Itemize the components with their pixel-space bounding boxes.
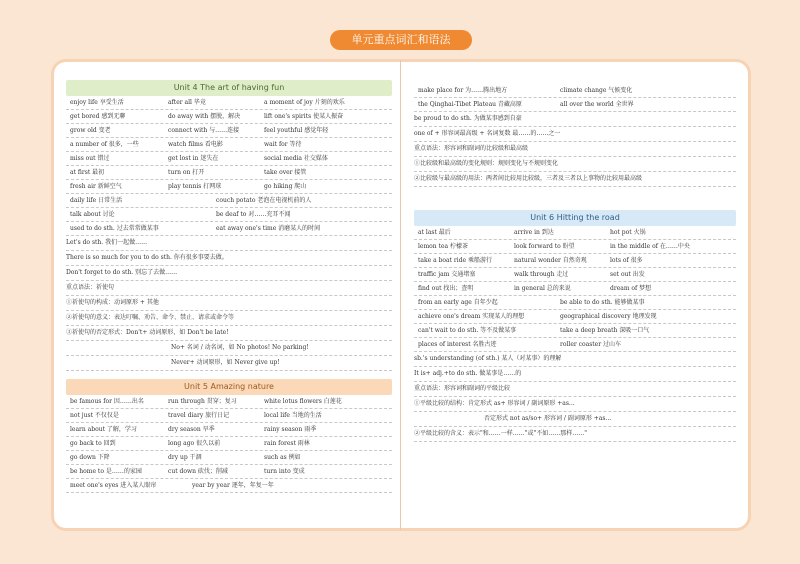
vocab-row [66, 138, 392, 152]
vocab-item: rainy season 雨季 [264, 426, 317, 433]
vocab-item: talk about 讨论 [70, 211, 115, 218]
vocab-item: the Qinghai-Tibet Plateau 青藏高原 [418, 101, 522, 108]
vocab-item: go down 下降 [70, 454, 110, 461]
vocab-item: make place for 为……腾出地方 [418, 87, 508, 94]
vocab-item: miss out 错过 [70, 155, 110, 162]
vocab-item: fresh air 新鲜空气 [70, 183, 122, 190]
vocab-item: lift one's spirits 使某人振奋 [264, 113, 344, 120]
vocab-item: do away with 摆脱，解决 [168, 113, 241, 120]
note-line: ②平级比较的含义：表示"和……一样……"或"不如……那样……" [414, 427, 736, 442]
vocab-item: feel youthful 感觉年轻 [264, 127, 329, 134]
vocab-item: white lotus flowers 白莲花 [264, 398, 342, 405]
vocab-item: find out 找出；查明 [418, 285, 474, 292]
vocab-item: at first 最初 [70, 169, 105, 176]
note-line: There is so much for you to do sth. 你有很多事要去做。 [66, 251, 392, 266]
vocab-item: rain forest 雨林 [264, 440, 310, 447]
vocab-item: after all 毕竟 [168, 99, 206, 106]
vocab-item: run through 贯穿；复习 [168, 398, 237, 405]
vocab-item: places of interest 名胜古迹 [418, 341, 497, 348]
vocab-row [66, 423, 392, 437]
vocab-row [66, 180, 392, 194]
vocab-item: be deaf to 对……充耳不闻 [216, 211, 291, 218]
vocab-item: can't wait to do sth. 等不及做某事 [418, 327, 517, 334]
vocab-item: enjoy life 享受生活 [70, 99, 124, 106]
vocab-item: play tennis 打网球 [168, 183, 222, 190]
vocab-item: traffic jam 交通堵塞 [418, 271, 476, 278]
vocab-item: dry up 干涸 [168, 454, 202, 461]
vocab-item: dream of 梦想 [610, 285, 652, 292]
vocab-item: arrive in 到达 [514, 229, 554, 236]
vocab-row [414, 226, 736, 240]
vocab-item: year by year 逐年，年复一年 [192, 482, 274, 489]
vocab-row [414, 84, 736, 98]
unit4-header: Unit 4 The art of having fun [66, 80, 392, 96]
vocab-row [66, 222, 392, 236]
vocab-row [414, 282, 736, 296]
vocab-item: be able to do sth. 能够做某事 [560, 299, 645, 306]
vocab-item: be famous for 因……出名 [70, 398, 144, 405]
vocab-row [414, 296, 736, 310]
note-line: ②祈使句的意义：表达叮嘱、劝告、命令、禁止、请求或命令等 [66, 311, 392, 326]
vocab-item: eat away one's time 消磨某人的时间 [216, 225, 321, 232]
vocab-item: couch potato 老泡在电视机前的人 [216, 197, 312, 204]
note-line: one of + 形容词最高级 + 名词复数 最……的……之一 [414, 127, 736, 142]
note-line: ①平级比较的结构：肯定形式 as+ 形容词 / 副词原形 +as... [414, 397, 736, 412]
vocab-item: go back to 回到 [70, 440, 116, 447]
note-line: 重点语法：形容词和副词的平级比较 [414, 382, 736, 397]
vocab-item: in the middle of 在……中央 [610, 243, 690, 250]
vocab-item: connect with 与……连接 [168, 127, 240, 134]
vocab-item: be home to 是……的家园 [70, 468, 142, 475]
note-line: No+ 名词 / 动名词，如 No photos! No parking! [66, 341, 392, 356]
vocab-item: daily life 日常生活 [70, 197, 123, 204]
vocab-item: long ago 很久以前 [168, 440, 221, 447]
vocab-item: travel diary 旅行日记 [168, 412, 230, 419]
vocab-row [66, 96, 392, 110]
note-line: ①祈使句的构成：动词原形 + 其他 [66, 296, 392, 311]
note-line: ①比较级和最高级的变化规则：规则变化与不规则变化 [414, 157, 736, 172]
vocab-item: turn into 变成 [264, 468, 305, 475]
vocab-item: a number of 很多，一些 [70, 141, 139, 148]
vocab-item: take over 接管 [264, 169, 307, 176]
vocab-item: from an early age 自年少起 [418, 299, 498, 306]
unit5-header: Unit 5 Amazing nature [66, 379, 392, 395]
vocab-row [66, 395, 392, 409]
vocab-item: look forward to 盼望 [514, 243, 575, 250]
vocab-item: achieve one's dream 实现某人的理想 [418, 313, 525, 320]
vocab-row [66, 465, 392, 479]
vocab-item: not just 不仅仅是 [70, 412, 119, 419]
vocab-row [66, 208, 392, 222]
unit6-section [414, 210, 736, 442]
note-line: It is+ adj.+to do sth. 做某事是……的 [414, 367, 736, 382]
vocab-item: in general 总的来说 [514, 285, 571, 292]
section-title-badge: 单元重点词汇和语法 [330, 30, 472, 50]
vocab-row [66, 110, 392, 124]
vocab-item: set out 出发 [610, 271, 645, 278]
vocab-item: watch films 看电影 [168, 141, 223, 148]
vocab-item: get bored 感到无聊 [70, 113, 126, 120]
vocab-item: used to do sth. 过去常常做某事 [70, 225, 159, 232]
right-top-section [414, 84, 736, 187]
vocab-item: cut down 砍伐；削减 [168, 468, 228, 475]
vocab-item: lemon tea 柠檬茶 [418, 243, 468, 250]
vocab-item: such as 例如 [264, 454, 301, 461]
unit5-section [66, 379, 392, 493]
vocab-item: learn about 了解，学习 [70, 426, 137, 433]
vocab-item: local life 当地的生活 [264, 412, 322, 419]
note-line: ③祈使句的否定形式：Don't+ 动词原形，如 Don't be late! [66, 326, 392, 341]
vocab-item: take a deep breath 深吸一口气 [560, 327, 650, 334]
note-line: Don't forget to do sth. 别忘了去做…… [66, 266, 392, 281]
note-line: 否定形式 not as/so+ 形容词 / 副词原形 +as... [414, 412, 736, 427]
vocab-item: go hiking 爬山 [264, 183, 307, 190]
vocab-row [66, 451, 392, 465]
notebook [54, 62, 748, 528]
vocab-row [414, 310, 736, 324]
note-line: sb.'s understanding (of sth.) 某人（对某事）的理解 [414, 352, 736, 367]
vocab-row [414, 268, 736, 282]
vocab-item: climate change 气候变化 [560, 87, 633, 94]
vocab-item: at last 最后 [418, 229, 451, 236]
vocab-item: natural wonder 自然奇观 [514, 257, 587, 264]
vocab-row [66, 479, 392, 493]
vocab-row [414, 98, 736, 112]
book-spine [400, 60, 401, 530]
vocab-item: a moment of joy 片刻的欢乐 [264, 99, 345, 106]
note-line: 重点语法：形容词和副词的比较级和最高级 [414, 142, 736, 157]
vocab-row [414, 324, 736, 338]
unit4-section [66, 80, 392, 371]
note-line: ②比较级与最高级的用法：两者间比较用比较级，三者及三者以上事物的比较用最高级 [414, 172, 736, 187]
vocab-item: walk through 走过 [514, 271, 569, 278]
note-line: Never+ 动词原形，如 Never give up! [66, 356, 392, 371]
unit6-header: Unit 6 Hitting the road [414, 210, 736, 226]
vocab-row [66, 152, 392, 166]
note-line: be proud to do sth. 为做某事感到自豪 [414, 112, 736, 127]
vocab-row [414, 338, 736, 352]
vocab-item: wait for 等待 [264, 141, 302, 148]
vocab-row [414, 254, 736, 268]
note-line: 重点语法：祈使句 [66, 281, 392, 296]
vocab-row [66, 409, 392, 423]
vocab-item: grow old 变老 [70, 127, 111, 134]
vocab-item: all over the world 全世界 [560, 101, 634, 108]
vocab-row [66, 194, 392, 208]
vocab-item: meet one's eyes 进入某人眼帘 [70, 482, 157, 489]
vocab-row [66, 124, 392, 138]
vocab-item: hot pot 火锅 [610, 229, 646, 236]
vocab-item: geographical discovery 地理发现 [560, 313, 657, 320]
vocab-item: dry season 旱季 [168, 426, 215, 433]
vocab-item: social media 社交媒体 [264, 155, 328, 162]
note-line: Let's do sth. 我们一起做…… [66, 236, 392, 251]
vocab-row [66, 166, 392, 180]
vocab-row [66, 437, 392, 451]
vocab-item: turn on 打开 [168, 169, 205, 176]
vocab-item: get lost in 迷失在 [168, 155, 219, 162]
vocab-item: lots of 很多 [610, 257, 643, 264]
vocab-item: roller coaster 过山车 [560, 341, 622, 348]
vocab-row [414, 240, 736, 254]
vocab-item: take a boat ride 乘船游行 [418, 257, 493, 264]
